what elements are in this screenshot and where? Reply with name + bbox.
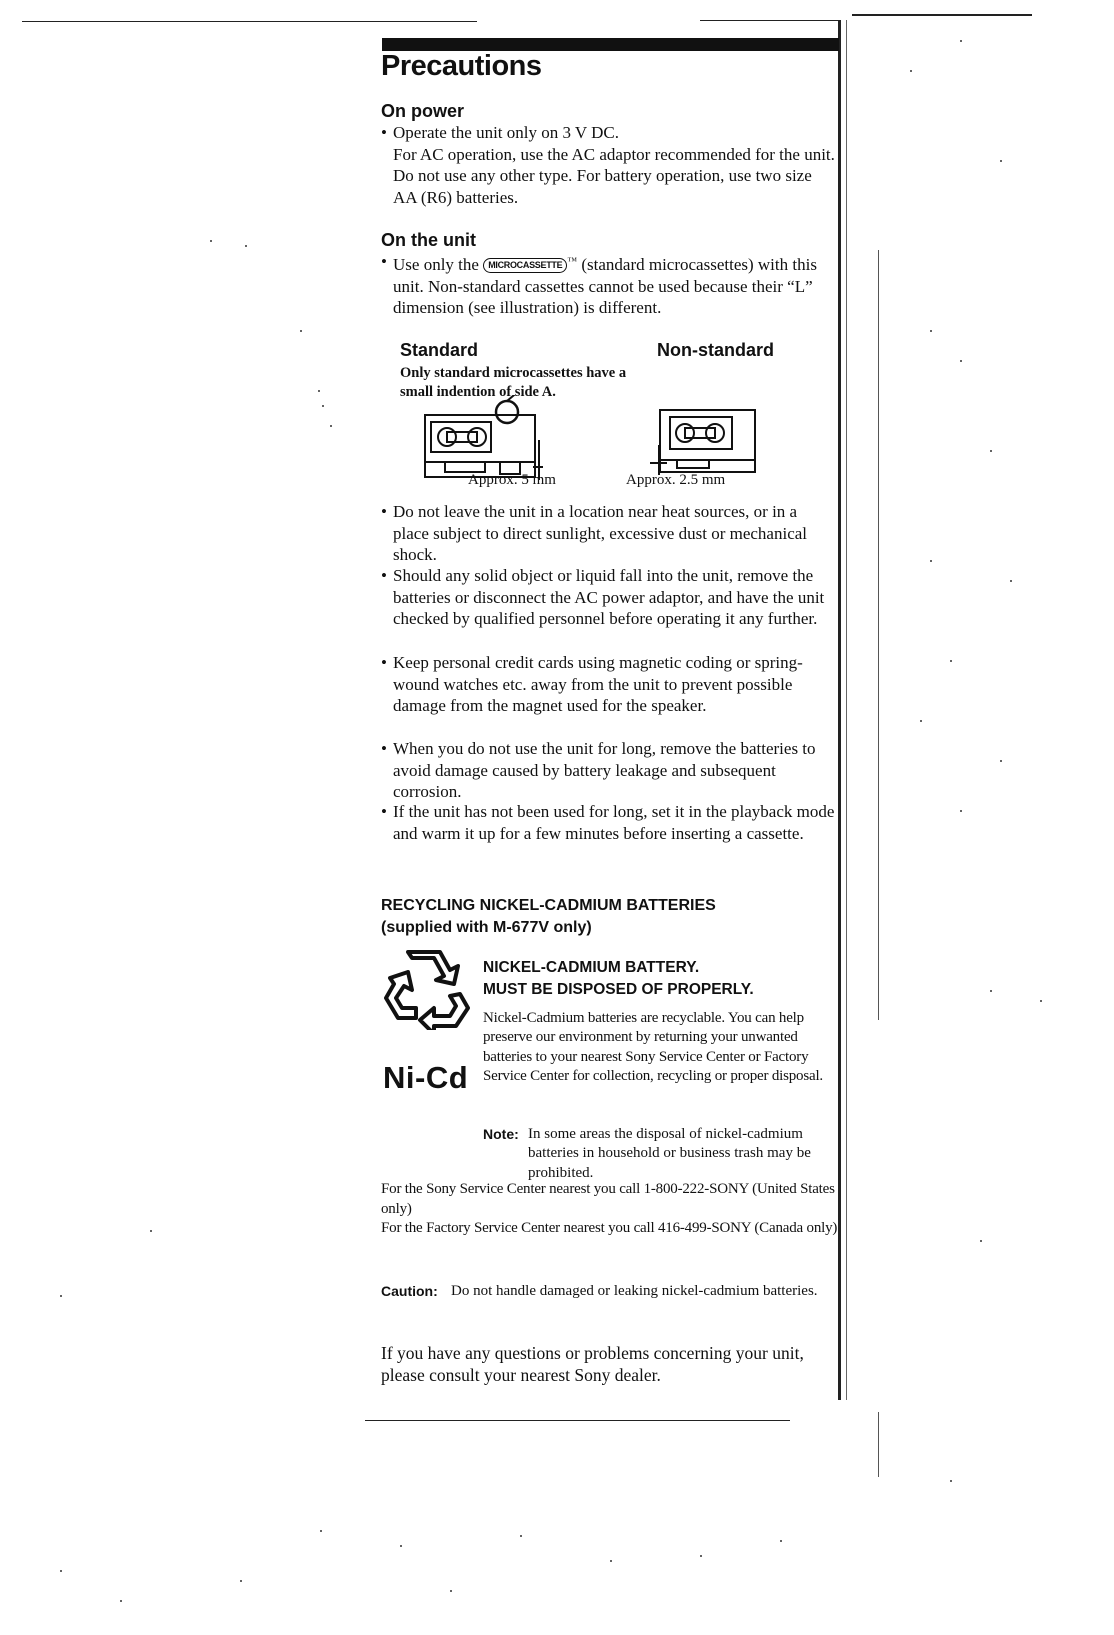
scan-edge-top-right (700, 20, 838, 21)
service-canada: For the Factory Service Center nearest you call 416-499-SONY (Canada only) (381, 1220, 838, 1236)
page-title: Precautions (381, 50, 542, 82)
unit-bullet-3: • Keep personal credit cards using magnetic coding or spring-wound watches etc. away from the unit to prevent possible damage from the magnet used for the speaker. (381, 653, 803, 716)
power-bullet: • Operate the unit only on 3 V DC. For AC operation, use the AC adaptor recommended for the unit. Do not use any other type. For battery operation, use two size AA (R6) batteries. (381, 123, 835, 207)
caution-label: Caution: (381, 1283, 438, 1299)
unit-bullet-2: • Should any solid object or liquid fall into the unit, remove the batteries or disconnect the AC power adaptor, and have the unit checked by qualified personnel before operating it any further. (381, 566, 825, 629)
standard-cassette-drawing (425, 395, 543, 480)
unit-bullet-5: • If the unit has not been used for long, set it in the playback mode and warm it up for a few minutes before inserting a cassette. (381, 802, 835, 843)
power-bullet-continuation: For AC operation, use the AC adaptor recommended for the unit. Do not use any other type. For battery operation, use two size AA (R6) batteries. (393, 144, 835, 207)
standard-approx: Approx. 5 mm (468, 472, 556, 488)
nonstandard-approx: Approx. 2.5 mm (626, 472, 726, 488)
section-heading-on-power: On power (381, 101, 465, 121)
closing-text: If you have any questions or problems concerning your unit, please consult your nearest Sony dealer. (381, 1343, 804, 1385)
label-non-standard: Non-standard (657, 340, 774, 360)
page-bottom-rule (365, 1420, 790, 1421)
service-us: For the Sony Service Center nearest you call 1-800-222-SONY (United States only) (381, 1181, 835, 1217)
far-right-rule (878, 250, 879, 1020)
unit-bullet-4: • When you do not use the unit for long, remove the batteries to avoid damage caused by battery leakage and subsequent corrosion. (381, 739, 816, 802)
power-bullet-text: Operate the unit only on 3 V DC. (393, 123, 620, 142)
microcassette-bullet: • Use only the MICROCASSETTE ™ (standard microcassettes) with this unit. Non-standard cassettes cannot be used because their “L” dimension (see illustration) is different. (381, 252, 817, 318)
microcassette-logo: MICROCASSETTE (483, 258, 567, 273)
scan-edge-top-far (852, 14, 1032, 16)
standard-note: Only standard microcassettes have a small indention of side A. (400, 365, 627, 400)
recycle-icon (384, 950, 470, 1030)
label-standard: Standard (400, 340, 479, 360)
far-right-rule-low (878, 1412, 879, 1477)
caution-text: Do not handle damaged or leaking nickel-cadmium batteries. (451, 1283, 818, 1299)
section-heading-on-unit: On the unit (381, 230, 476, 250)
recycling-heading: RECYCLING NICKEL-CADMIUM BATTERIES (supplied with M-677V only) (381, 897, 716, 936)
note-label: Note: (483, 1126, 519, 1142)
nicd-body: Nickel-Cadmium batteries are recyclable. You can help preserve our environment by returning your unwanted batteries to your nearest Sony Service Center or Factory Service Center for collection, recycling or proper disposal. (483, 1010, 823, 1085)
note-text: In some areas the disposal of nickel-cadmium batteries in household or business trash may be prohibited. (528, 1126, 811, 1181)
page-right-rule-2 (846, 20, 847, 1400)
nicd-warning: NICKEL-CADMIUM BATTERY. MUST BE DISPOSED OF PROPERLY. (483, 959, 754, 998)
unit-bullet-1: • Do not leave the unit in a location near heat sources, or in a place subject to direct sunlight, excessive dust or mechanical shock. (381, 502, 808, 565)
nicd-note (483, 1125, 843, 1183)
nonstandard-cassette-drawing (650, 410, 755, 475)
caution (381, 1282, 841, 1302)
nicd-logo: Ni-Cd (383, 1060, 469, 1095)
scan-edge-top-left (22, 21, 477, 22)
